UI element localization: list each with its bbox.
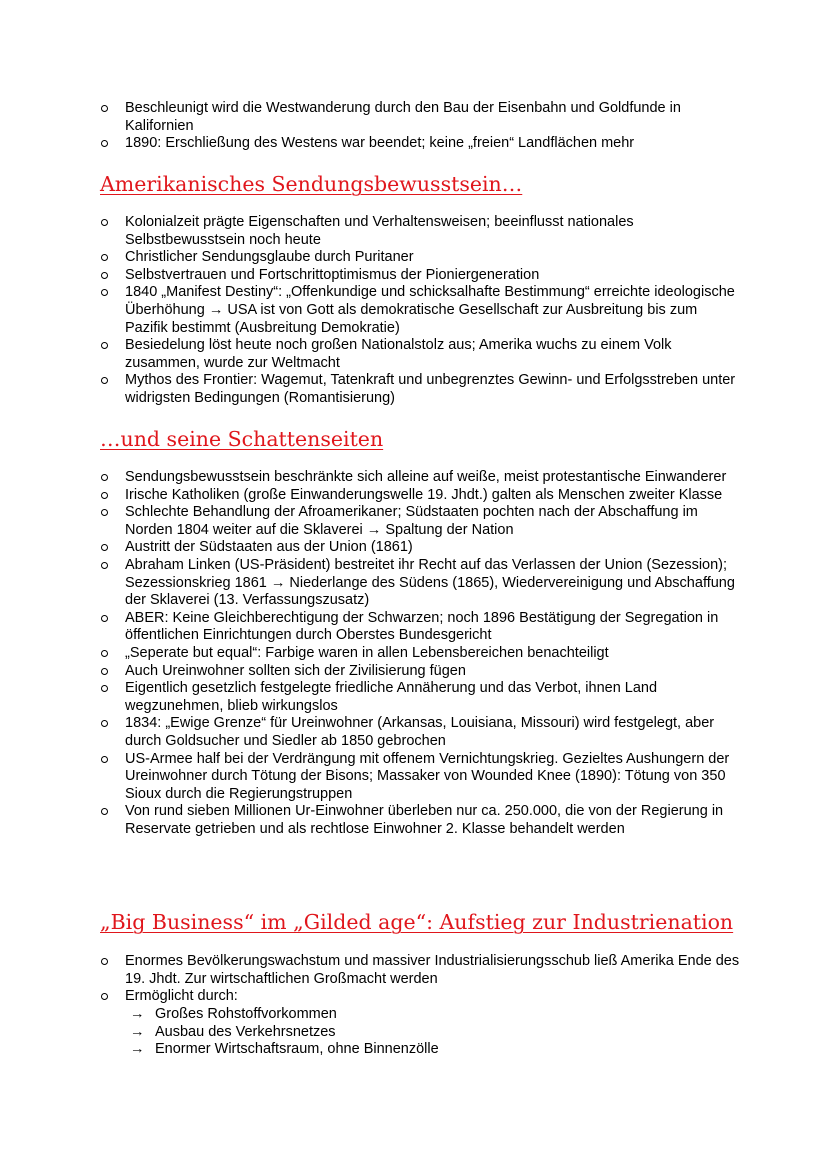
right-arrow-icon: → bbox=[130, 1023, 145, 1040]
circle-bullet-icon bbox=[101, 993, 108, 1000]
list-item: Irische Katholiken (große Einwanderungswelle 19. Jhdt.) galten als Menschen zweiter Klasse bbox=[100, 487, 740, 505]
circle-bullet-icon bbox=[101, 720, 108, 727]
circle-bullet-icon bbox=[101, 219, 108, 226]
circle-bullet-icon bbox=[101, 377, 108, 384]
list-item: Schlechte Behandlung der Afroamerikaner; Südstaaten pochten nach der Abschaffung im Norden 1804 weiter auf die Sklaverei → Spaltung der Nation bbox=[100, 504, 740, 539]
list-item: Sendungsbewusstsein beschränkte sich alleine auf weiße, meist protestantische Einwanderer bbox=[100, 469, 740, 487]
list-item: Beschleunigt wird die Westwanderung durch den Bau der Eisenbahn und Goldfunde in Kalifornien bbox=[100, 100, 740, 135]
circle-bullet-icon bbox=[101, 562, 108, 569]
list-item: Abraham Linken (US-Präsident) bestreitet ihr Recht auf das Verlassen der Union (Sezession); Sezessionskrieg 1861 → Niederlange des Südens (1865), Wiedervereinigung und Abschaffung der Sklaverei (13. Verfassungszusatz) bbox=[100, 557, 740, 610]
list-item: 1834: „Ewige Grenze“ für Ureinwohner (Arkansas, Louisiana, Missouri) wird festgelegt, aber durch Goldsucher und Siedler ab 1850 gebrochen bbox=[100, 715, 740, 750]
circle-bullet-icon bbox=[101, 509, 108, 516]
list-item: Kolonialzeit prägte Eigenschaften und Verhaltensweisen; beeinflusst nationales Selbstbewusstsein noch heute bbox=[100, 214, 740, 249]
circle-bullet-icon bbox=[101, 685, 108, 692]
section2-list bbox=[100, 469, 740, 838]
circle-bullet-icon bbox=[101, 492, 108, 499]
list-item: 1840 „Manifest Destiny“: „Offenkundige und schicksalhafte Bestimmung“ erreichte ideologische Überhöhung → USA ist von Gott als demokratische Gesellschaft zur Ausbreitung bis zum Pazifik bestimmt (Ausbreitung Demokratie) bbox=[100, 284, 740, 337]
arrow-list-item: → Ausbau des Verkehrsnetzes bbox=[130, 1023, 336, 1040]
circle-bullet-icon bbox=[101, 615, 108, 622]
list-item: Eigentlich gesetzlich festgelegte friedliche Annäherung und das Verbot, ihnen Land wegzunehmen, blieb wirkungslos bbox=[100, 680, 740, 715]
list-item: Ermöglicht durch: bbox=[100, 988, 740, 1006]
section1-list bbox=[100, 214, 740, 408]
circle-bullet-icon bbox=[101, 808, 108, 815]
circle-bullet-icon bbox=[101, 650, 108, 657]
arrow-list-item: → Enormer Wirtschaftsraum, ohne Binnenzölle bbox=[130, 1041, 439, 1058]
arrow-list-item: → Großes Rohstoffvorkommen bbox=[130, 1006, 337, 1022]
list-item: Selbstvertrauen und Fortschrittoptimismus der Pioniergeneration bbox=[100, 267, 740, 285]
right-arrow-icon: → bbox=[130, 1006, 145, 1022]
list-item: ABER: Keine Gleichberechtigung der Schwarzen; noch 1896 Bestätigung der Segregation in öffentlichen Einrichtungen durch Oberstes Bundesgericht bbox=[100, 610, 740, 645]
intro-list bbox=[100, 100, 740, 153]
section-heading-schattenseiten: …und seine Schattenseiten bbox=[100, 427, 384, 451]
circle-bullet-icon bbox=[101, 254, 108, 261]
circle-bullet-icon bbox=[101, 958, 108, 965]
list-item: 1890: Erschließung des Westens war beendet; keine „freien“ Landflächen mehr bbox=[100, 135, 740, 153]
list-item: Besiedelung löst heute noch großen Nationalstolz aus; Amerika wuchs zu einem Volk zusammen, wurde zur Weltmacht bbox=[100, 337, 740, 372]
list-item: Christlicher Sendungsglaube durch Puritaner bbox=[100, 249, 740, 267]
section3-list bbox=[100, 953, 740, 1006]
circle-bullet-icon bbox=[101, 544, 108, 551]
list-item: Enormes Bevölkerungswachstum und massiver Industrialisierungsschub ließ Amerika Ende des 19. Jhdt. Zur wirtschaftlichen Großmacht werden bbox=[100, 953, 740, 988]
list-item: Mythos des Frontier: Wagemut, Tatenkraft und unbegrenztes Gewinn- und Erfolgsstreben unter widrigsten Bedingungen (Romantisierung) bbox=[100, 372, 740, 407]
circle-bullet-icon bbox=[101, 272, 108, 279]
section-heading-big-business: „Big Business“ im „Gilded age“: Aufstieg zur Industrienation bbox=[100, 910, 734, 934]
circle-bullet-icon bbox=[101, 474, 108, 481]
circle-bullet-icon bbox=[101, 342, 108, 349]
list-item: Auch Ureinwohner sollten sich der Zivilisierung fügen bbox=[100, 663, 740, 681]
right-arrow-icon: → bbox=[130, 1041, 145, 1058]
circle-bullet-icon bbox=[101, 105, 108, 112]
list-item: Austritt der Südstaaten aus der Union (1861) bbox=[100, 539, 740, 557]
section-heading-sendungsbewusstsein: Amerikanisches Sendungsbewusstsein… bbox=[100, 172, 523, 196]
arrow-sublist bbox=[130, 1006, 439, 1059]
circle-bullet-icon bbox=[101, 140, 108, 147]
list-item: „Seperate but equal“: Farbige waren in allen Lebensbereichen benachteiligt bbox=[100, 645, 740, 663]
list-item: US-Armee half bei der Verdrängung mit offenem Vernichtungskrieg. Gezieltes Aushungern der Ureinwohner durch Tötung der Bisons; Massaker von Wounded Knee (1890): Tötung von 350 Sioux durch die Regierungstruppen bbox=[100, 751, 740, 804]
circle-bullet-icon bbox=[101, 289, 108, 296]
list-item: Von rund sieben Millionen Ur-Einwohner überleben nur ca. 250.000, die von der Regierung in Reservate getrieben und als rechtlose Einwohner 2. Klasse behandelt werden bbox=[100, 803, 740, 838]
circle-bullet-icon bbox=[101, 756, 108, 763]
circle-bullet-icon bbox=[101, 668, 108, 675]
